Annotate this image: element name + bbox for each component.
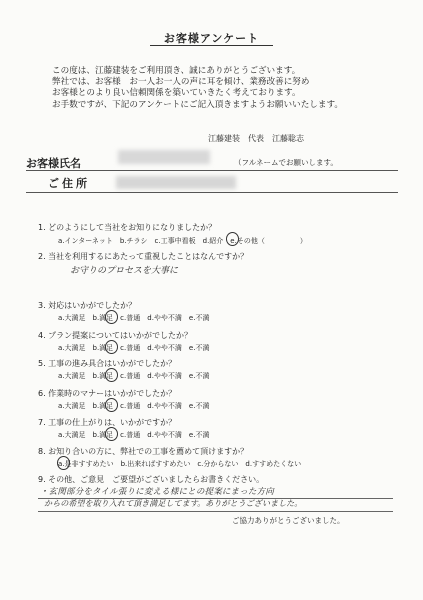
intro-line: 弊社では、お客様 お一人お一人の声に耳を傾け、業務改善に努め [52, 77, 310, 88]
name-note: （フルネームでお願いします。 [234, 158, 338, 167]
question-5: 5. 工事の進み具合はいかがでしたか？ [38, 359, 177, 368]
comment-line-1: ・玄関部分をタイル張りに変える様にとの提案にまった方向 [40, 486, 275, 496]
title-underline [150, 45, 273, 46]
question-1-options: a.インターネット b.チラシ c.工事中看板 d.紹介 e.その他（ ） [58, 237, 307, 245]
answer-circle-q4 [105, 340, 118, 354]
closing-text: ご協力ありがとうございました。 [232, 516, 345, 525]
question-8: 8. お知り合いの方に、弊社での工事を薦めて頂けますか？ [38, 447, 249, 456]
intro-line: お客様とのより良い信頼関係を築いていきたく考えております。 [52, 88, 301, 99]
question-2-answer: お守りのプロセスを大事に [70, 266, 179, 276]
question-8-options: a.是非すすめたい b.出来ればすすめたい c.分からない d.すすめたくない [58, 460, 302, 468]
answer-circle-q6 [105, 398, 118, 412]
question-5-options: a.大満足 b.満足 c.普通 d.やや不満 e.不満 [58, 372, 210, 380]
signature: 江藤建装 代表 江藤聡志 [208, 134, 304, 143]
question-9: 9. その他、ご意見 ご要望がございましたらお書きください。 [38, 475, 265, 484]
intro-line: この度は、江藤建装をご利用頂き、誠にありがとうございます。 [52, 66, 301, 76]
question-4: 4. プラン提案についてはいかがでしたか？ [38, 331, 193, 340]
intro-line: お手数ですが、下記のアンケートにご記入頂きますようお願いいたします。 [52, 99, 343, 110]
answer-circle-q5 [105, 368, 118, 382]
question-7-options: a.大満足 b.満足 c.普通 d.やや不満 e.不満 [58, 431, 210, 439]
name-line [26, 170, 398, 171]
question-4-options: a.大満足 b.満足 c.普通 d.やや不満 e.不満 [58, 344, 210, 352]
question-3-options: a.大満足 b.満足 c.普通 d.やや不満 e.不満 [58, 314, 210, 322]
question-1: 1. どのようにして当社をお知りになりましたか？ [38, 223, 217, 232]
page-title: お客様アンケート [163, 32, 260, 45]
intro-text [52, 66, 343, 111]
address-label: ご住所 [48, 177, 90, 190]
address-line [26, 192, 398, 193]
answer-circle-q3 [105, 310, 118, 324]
answer-circle-q8 [57, 456, 70, 470]
answer-circle-q7 [105, 427, 118, 441]
comment-line-2: からの希望を取り入れて頂き満足してます。ありがとうございました。 [44, 498, 303, 508]
question-6: 6. 作業時のマナーはいかがでしたか？ [38, 389, 177, 398]
name-label: お客様氏名 [26, 157, 81, 170]
answer-circle-q1 [226, 232, 239, 246]
question-6-options: a.大満足 b.満足 c.普通 d.やや不満 e.不満 [58, 402, 210, 410]
question-3: 3. 対応はいかがでしたか？ [38, 301, 137, 310]
comment-rule [38, 511, 393, 512]
name-redacted [118, 150, 210, 164]
question-7: 7. 工事の仕上がりは、いかがですか？ [38, 418, 177, 427]
address-redacted [116, 176, 236, 189]
question-2: 2. 当社を利用するにあたって重視したことはなんですか？ [38, 252, 249, 261]
